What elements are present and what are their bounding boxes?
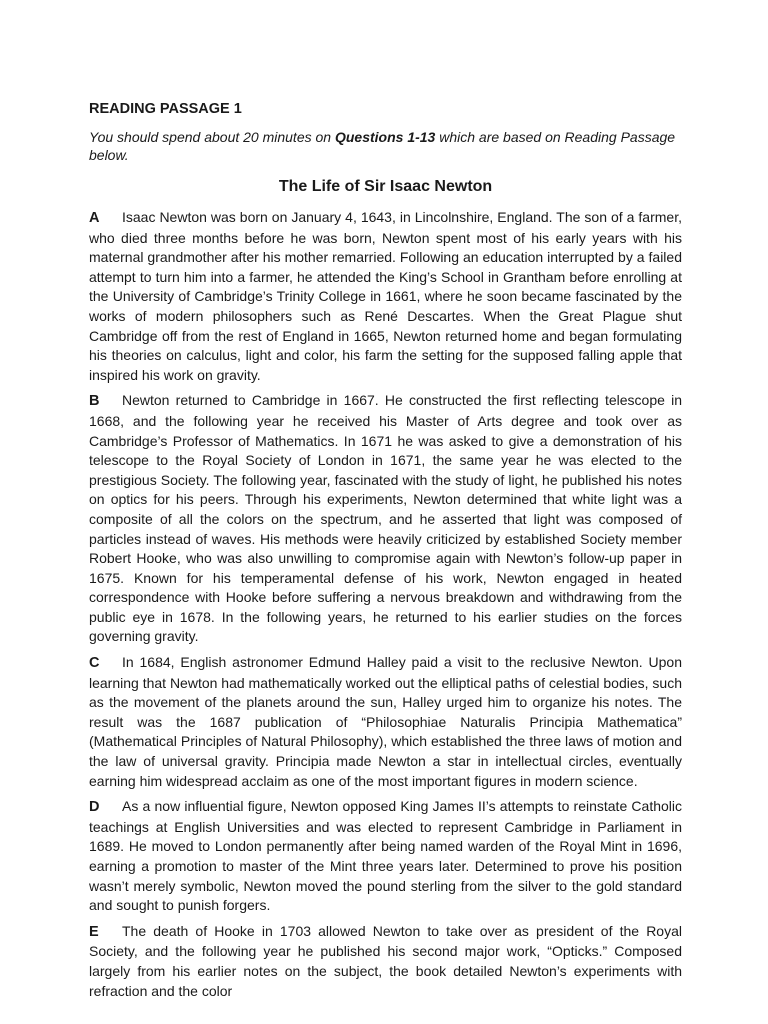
passage-title: The Life of Sir Isaac Newton	[278, 178, 493, 195]
paragraph-e	[89, 922, 682, 1001]
instructions-text-after: which are based on Reading Passage below.	[89, 129, 676, 163]
paragraph-text: Newton returned to Cambridge in 1667. He constructed the first reflecting telescope in 1668, and the following year he received his Master of Arts degree and took over as Cambridge’s Professor of Mathematics. In 1671 he was asked to give a demonstration of his telescope to the Royal Society of London in 1671, the same year he was elected to the prestigious Society. The following year, fascinated with the study of light, he published his notes on optics for his peers. Through his experiments, Newton determined that white light was a composite of all the colors on the spectrum, and he asserted that light was composed of particles instead of waves. His methods were heavily criticized by established Society member Robert Hooke, who was also unwilling to compromise again with Newton’s follow-up paper in 1675. Known for his temperamental defense of his work, Newton engaged in heated correspondence with Hooke before suffering a nervous breakdown and withdrawing from the public eye in 1678. In the following years, he returned to his earlier studies on the forces governing gravity.	[89, 392, 682, 645]
paragraph-text: Isaac Newton was born on January 4, 1643, in Lincolnshire, England. The son of a farmer, who died three months before he was born, Newton spent most of his early years with his maternal grandmother after his mother remarried. Following an education interrupted by a failed attempt to turn him into a farmer, he attended the King’s School in Grantham before enrolling at the University of Cambridge’s Trinity College in 1661, where he soon became fascinated by the works of modern philosophers such as René Descartes. When the Great Plague shut Cambridge off from the rest of England in 1665, Newton returned home and began formulating his theories on calculus, light and color, his farm the setting for the supposed falling apple that inspired his work on gravity.	[89, 209, 682, 383]
paragraph-text: As a now influential figure, Newton opposed King James II’s attempts to reinstate Catholic teachings at English Universities and was elected to represent Cambridge in Parliament in 1689. He moved to London permanently after being named warden of the Royal Mint in 1696, earning a promotion to master of the Mint three years later. Determined to prove his position wasn’t merely symbolic, Newton moved the pound sterling from the silver to the gold standard and sought to punish forgers.	[89, 798, 682, 914]
paragraph-letter: D	[89, 799, 100, 816]
paragraph-letter: A	[89, 210, 100, 226]
paragraph-text: In 1684, English astronomer Edmund Halley paid a visit to the reclusive Newton. Upon learning that Newton had mathematically worked out the elliptical paths of celestial bodies, such as the movement of the planets around the sun, Halley urged him to organize his notes. The result was the 1687 publication of “Philosophiae Naturalis Principia Mathematica” (Mathematical Principles of Natural Philosophy), which established the three laws of motion and the law of universal gravity. Principia made Newton a star in intellectual circles, eventually earning him widespread acclaim as one of the most important figures in modern science.	[89, 654, 682, 789]
paragraph-letter: C	[89, 655, 100, 672]
instructions-text-before: You should spend about 20 minutes on	[89, 129, 335, 145]
instructions-questions: Questions 1-13	[334, 129, 436, 145]
paragraph-b	[89, 391, 682, 647]
paragraph-letter: E	[89, 923, 99, 940]
paragraph-a	[89, 208, 682, 385]
paragraph-text: The death of Hooke in 1703 allowed Newton to take over as president of the Royal Society, and the following year he published his second major work, “Opticks.” Composed largely from his earlier notes on the subject, the book detailed Newton’s experiments with refraction and the color	[89, 922, 682, 999]
paragraph-d	[89, 797, 682, 916]
paragraph-c	[89, 653, 682, 791]
paragraph-letter: B	[89, 393, 100, 410]
instructions	[89, 128, 682, 164]
section-heading: READING PASSAGE 1	[89, 101, 242, 117]
